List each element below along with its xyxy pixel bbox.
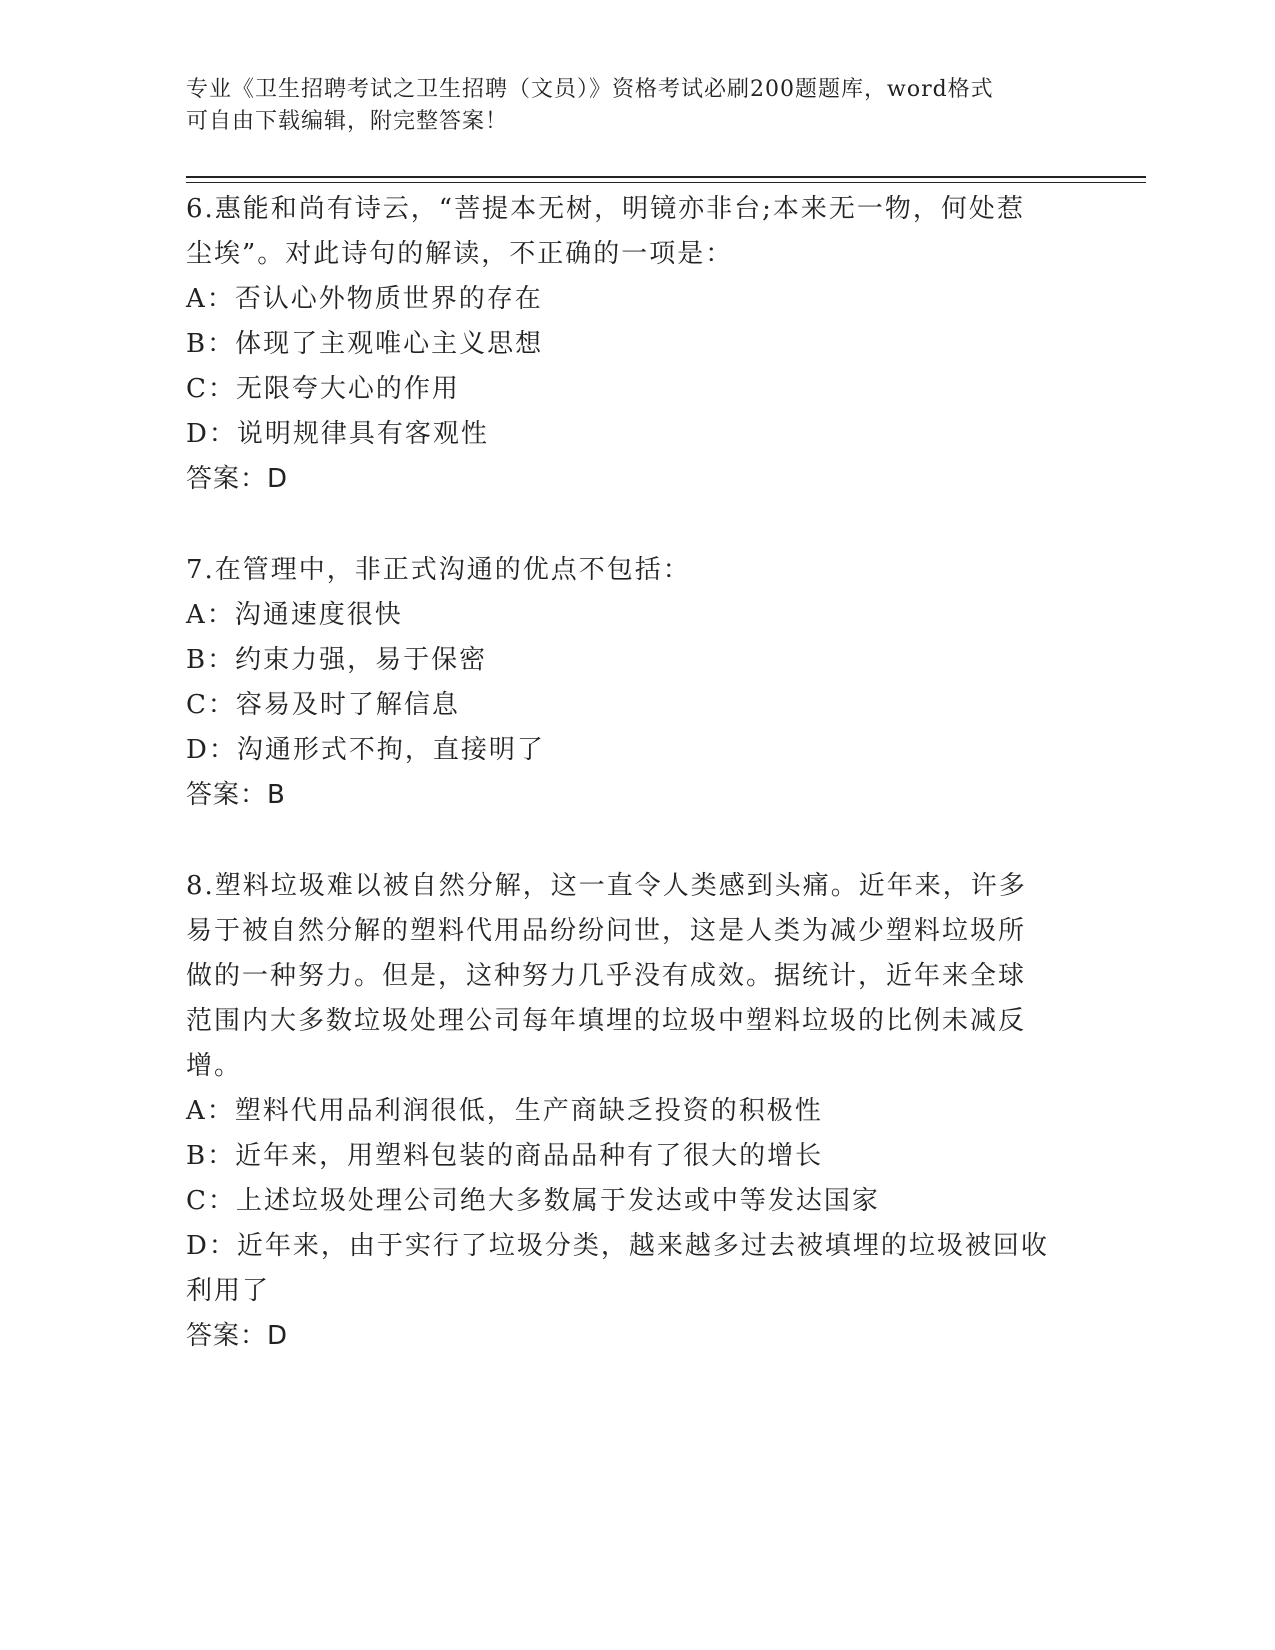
option-line: D：说明规律具有客观性 [186,419,489,449]
option-line: B：约束力强，易于保密 [186,645,488,675]
option-line: C：容易及时了解信息 [186,690,460,720]
question-block [186,187,1086,502]
answer-line: 答案：D [186,464,289,494]
question-stem-line: 7.在管理中，非正式沟通的优点不包括： [186,555,691,585]
option-line: A：沟通速度很快 [186,600,403,630]
option-line: D：近年来，由于实行了垃圾分类，越来越多过去被填埋的垃圾被回收 [186,1231,1049,1261]
question-stem-line: 做的一种努力。但是，这种努力几乎没有成效。据统计，近年来全球 [186,961,1027,991]
option-line: 利用了 [186,1276,271,1306]
option-line: A：塑料代用品利润很低，生产商缺乏投资的积极性 [186,1096,823,1126]
header-divider-thick [186,176,1146,178]
question-stem-line: 易于被自然分解的塑料代用品纷纷问世，这是人类为减少塑料垃圾所 [186,916,1027,946]
document-header [186,74,1086,138]
option-line: B：体现了主观唯心主义思想 [186,329,544,359]
option-line: A：否认心外物质世界的存在 [186,284,543,314]
answer-line: 答案：D [186,1321,289,1351]
question-block [186,864,1086,1359]
option-line: D：沟通形式不拘，直接明了 [186,735,545,765]
question-stem-line: 8.塑料垃圾难以被自然分解，这一直令人类感到头痛。近年来，许多 [186,871,1027,901]
option-line: C：无限夸大心的作用 [186,374,460,404]
header-line-1: 专业《卫生招聘考试之卫生招聘（文员）》资格考试必刷200题题库，word格式 [186,77,994,102]
question-stem-line: 尘埃”。对此诗句的解读，不正确的一项是： [186,239,734,269]
question-stem-line: 范围内大多数垃圾处理公司每年填埋的垃圾中塑料垃圾的比例未减反 [186,1006,1027,1036]
question-stem-line: 6.惠能和尚有诗云，“菩提本无树，明镜亦非台;本来无一物，何处惹 [186,194,1025,224]
question-block [186,548,1086,818]
header-divider-thin [186,182,1146,183]
question-list [186,187,1086,1405]
option-line: C：上述垃圾处理公司绝大多数属于发达或中等发达国家 [186,1186,880,1216]
answer-line: 答案：B [186,780,286,810]
option-line: B：近年来，用塑料包装的商品品种有了很大的增长 [186,1141,824,1171]
question-stem-line: 增。 [186,1051,243,1081]
header-line-2: 可自由下载编辑，附完整答案！ [186,109,509,134]
